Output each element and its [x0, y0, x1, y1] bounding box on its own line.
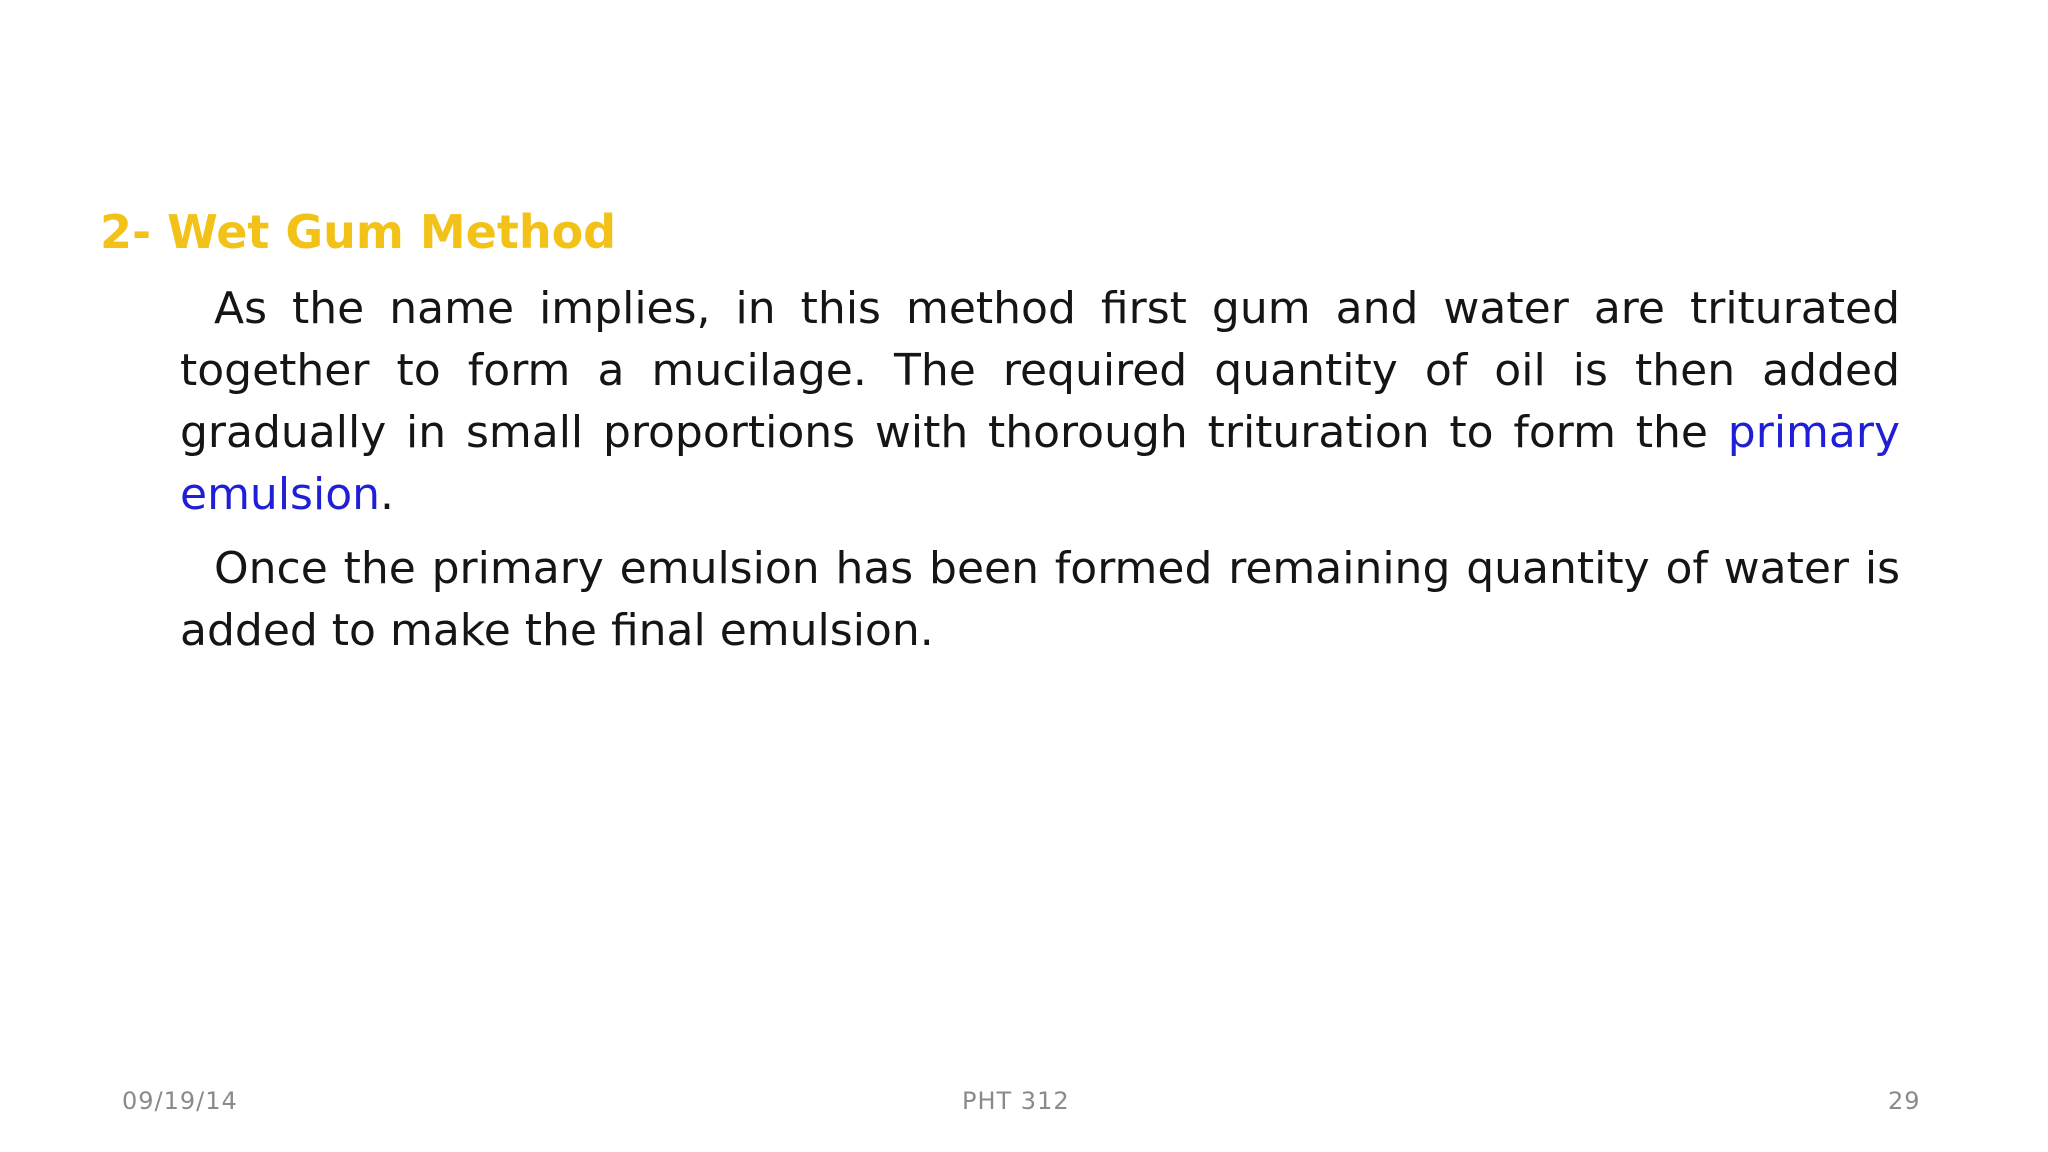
paragraph-final-emulsion: Once the primary emulsion has been formed remaining quantity of water is added to make the final emulsion.	[180, 543, 1900, 656]
primary-emulsion-highlight: primary emulsion	[180, 407, 1900, 520]
paragraph-1-text: As the name implies, in this method first gum and water are triturated together to form a mucilage. The required quantity of oil is then added gradually in small proportions with thorough trituration to form the	[180, 283, 1900, 458]
slide-body	[180, 278, 1900, 674]
slide-title: 2- Wet Gum Method	[100, 205, 617, 259]
paragraph-1-end: .	[380, 469, 394, 520]
footer-page-number: 29	[1888, 1087, 1921, 1115]
paragraph-wet-gum-description	[180, 278, 1900, 526]
footer-course: PHT 312	[962, 1087, 1070, 1115]
footer-date: 09/19/14	[122, 1087, 238, 1115]
